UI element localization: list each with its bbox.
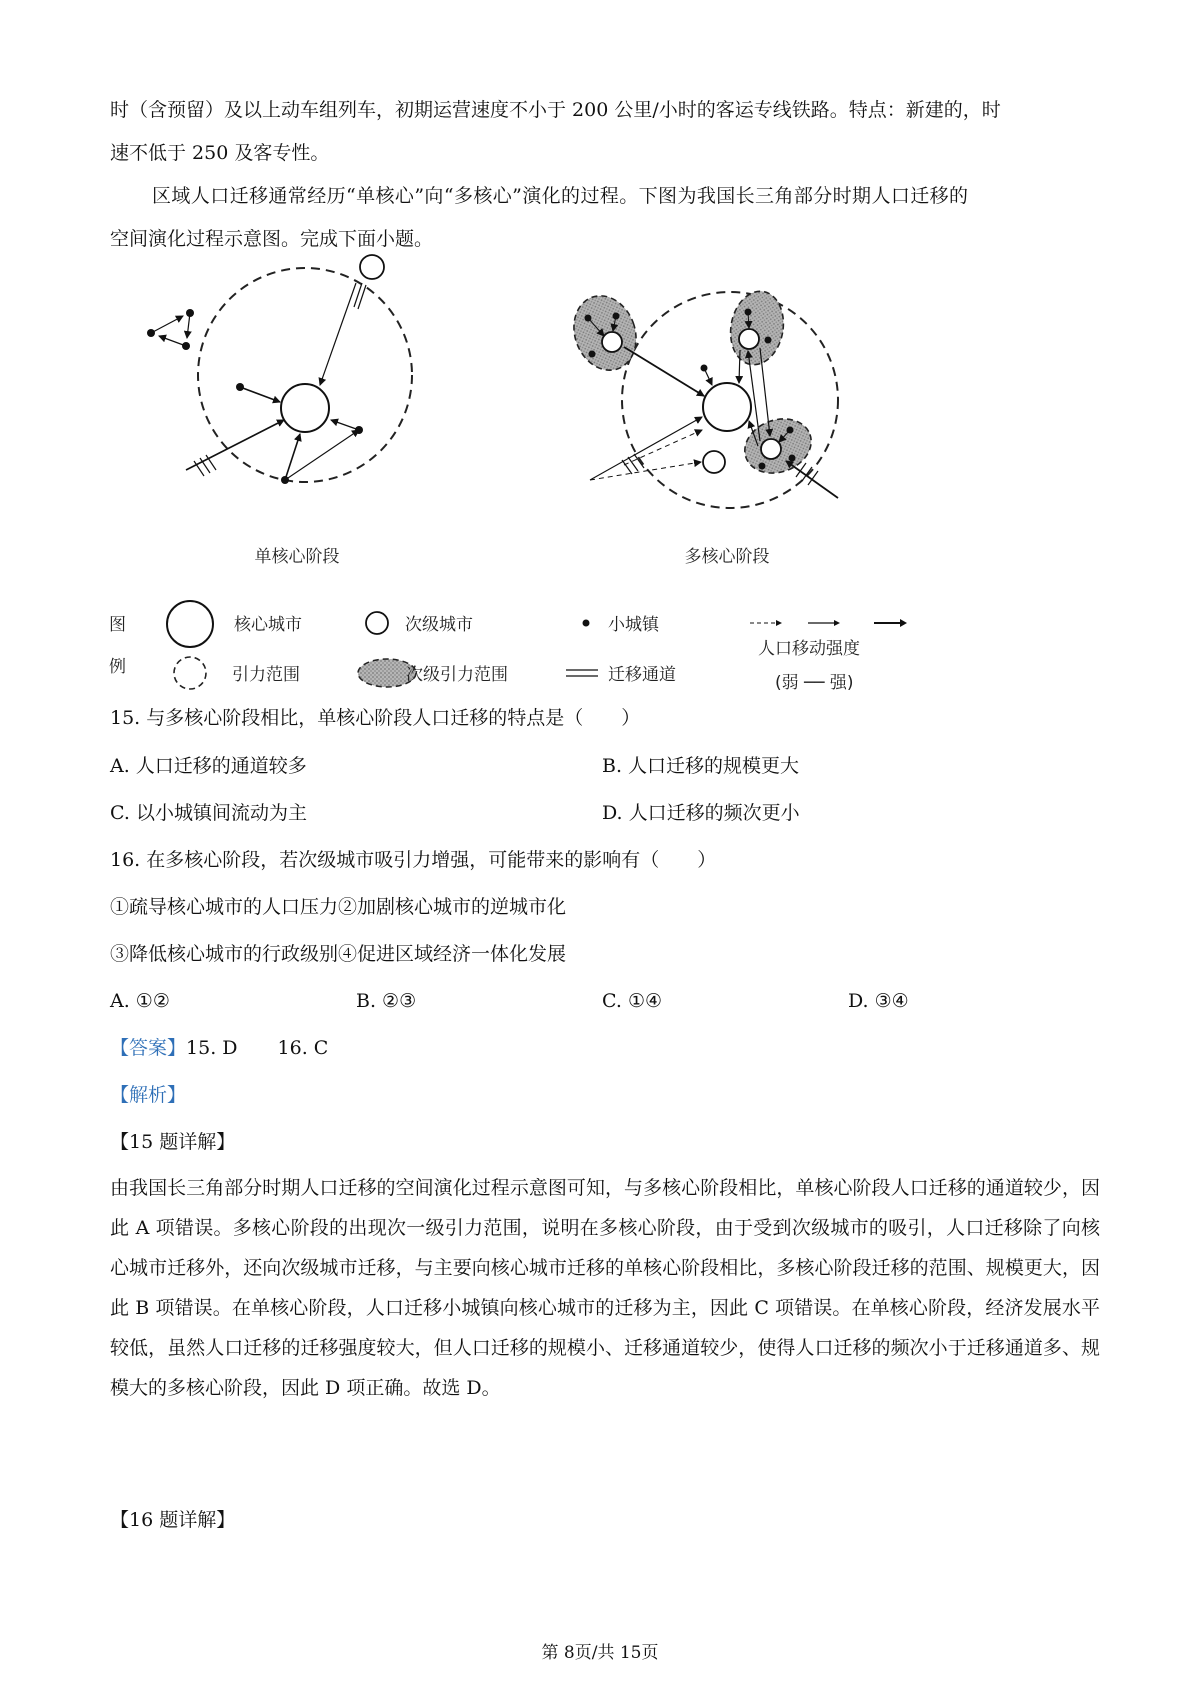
detail-16-label: 【16 题详解】 <box>110 1509 236 1531</box>
svg-text:(弱 ── 强): (弱 ── 强) <box>775 673 854 693</box>
intro-line-2: 速不低于 250 及客专性。 <box>110 142 330 164</box>
secondary-gravity-ellipse <box>564 287 646 379</box>
svg-text:迁移通道: 迁移通道 <box>608 665 676 685</box>
answer-label: 【答案】 <box>110 1037 187 1059</box>
svg-text:引力范围: 引力范围 <box>232 665 300 685</box>
answer-16: 16. C <box>277 1037 329 1059</box>
legend-small-town-icon <box>583 620 590 627</box>
single-core-stage-diagram <box>147 255 412 567</box>
secondary-city-circle <box>761 439 781 459</box>
multi-core-stage-diagram <box>564 287 838 567</box>
intro-line-1: 时（含预留）及以上动车组列车，初期运营速度不小于 200 公里/小时的客运专线铁路。特点：新建的，时 <box>110 99 1001 121</box>
q16-statements-2: ③降低核心城市的行政级别④促进区域经济一体化发展 <box>110 943 567 965</box>
detail-15-label: 【15 题详解】 <box>110 1131 236 1153</box>
legend-gravity-range-icon <box>174 657 206 689</box>
q15-option-c: C. 以小城镇间流动为主 <box>110 802 307 824</box>
analysis-label: 【解析】 <box>110 1084 187 1106</box>
secondary-city-circle <box>739 329 759 349</box>
secondary-city-circle <box>602 332 622 352</box>
figure-legend <box>109 601 907 693</box>
q16-option-b: B. ②③ <box>356 990 417 1012</box>
core-city-circle <box>281 384 329 432</box>
question-stem-line-1: 区域人口迁移通常经历“单核心”向“多核心”演化的过程。下图为我国长三角部分时期人口迁移的 <box>152 185 969 207</box>
q16-option-d: D. ③④ <box>848 990 909 1012</box>
svg-text:核心城市: 核心城市 <box>234 615 302 635</box>
page-footer: 第 8页/共 15页 <box>541 1643 659 1663</box>
q16-statements-1: ①疏导核心城市的人口压力②加剧核心城市的逆城市化 <box>110 896 567 918</box>
secondary-gravity-ellipse <box>725 287 789 369</box>
svg-text:次级引力范围: 次级引力范围 <box>406 665 508 685</box>
caption-multi-core: 多核心阶段 <box>684 547 770 567</box>
detail-15-text: 由我国长三角部分时期人口迁移的空间演化过程示意图可知，与多核心阶段相比，单核心阶段人口迁移的通道较少，因此 A 项错误。多核心阶段的出现次一级引力范围，说明在多核心阶段，由于受到次级城市的吸引，人口迁移除了向核心城市迁移外，还向次级城市迁移，与主要向核心城市迁移的单核心阶段相比，多核心阶段迁移的范围、规模更大，因此 B 项错误。在单核心阶段，人口迁移小城镇向核心城市的迁移为主，因此 C 项错误。在单核心阶段，经济发展水平较低，虽然人口迁移的迁移强度较大，但人口迁移的规模小、迁移通道较少，使得人口迁移的频次小于迁移通道多、规模大的多核心阶段，因此 D 项正确。故选 D。 <box>110 1177 1100 1399</box>
secondary-city-circle <box>703 451 725 473</box>
secondary-city-circle <box>360 255 384 279</box>
legend-secondary-city-icon <box>366 612 388 634</box>
answer-15: 15. D <box>186 1037 238 1059</box>
gravity-range-circle <box>198 268 412 482</box>
q15-option-b: B. 人口迁移的规模更大 <box>602 755 800 777</box>
q15-option-d: D. 人口迁移的频次更小 <box>602 802 800 824</box>
q16-option-c: C. ①④ <box>602 990 663 1012</box>
svg-text:图: 图 <box>109 615 126 635</box>
svg-text:人口移动强度: 人口移动强度 <box>758 639 860 659</box>
q16-option-a: A. ①② <box>110 990 170 1012</box>
migration-diagram <box>0 0 1200 720</box>
question-stem-line-2: 空间演化过程示意图。完成下面小题。 <box>110 228 434 250</box>
svg-text:例: 例 <box>109 657 126 677</box>
legend-core-city-icon <box>167 601 213 647</box>
q16-stem: 16. 在多核心阶段，若次级城市吸引力增强，可能带来的影响有（ ） <box>110 849 717 871</box>
q15-stem: 15. 与多核心阶段相比，单核心阶段人口迁移的特点是（ ） <box>110 707 641 729</box>
svg-text:次级城市: 次级城市 <box>405 615 473 635</box>
core-city-circle <box>703 383 751 431</box>
answer-row <box>110 1034 328 1062</box>
q15-option-a: A. 人口迁移的通道较多 <box>110 755 307 777</box>
svg-text:小城镇: 小城镇 <box>608 615 659 635</box>
caption-single-core: 单核心阶段 <box>254 547 340 567</box>
